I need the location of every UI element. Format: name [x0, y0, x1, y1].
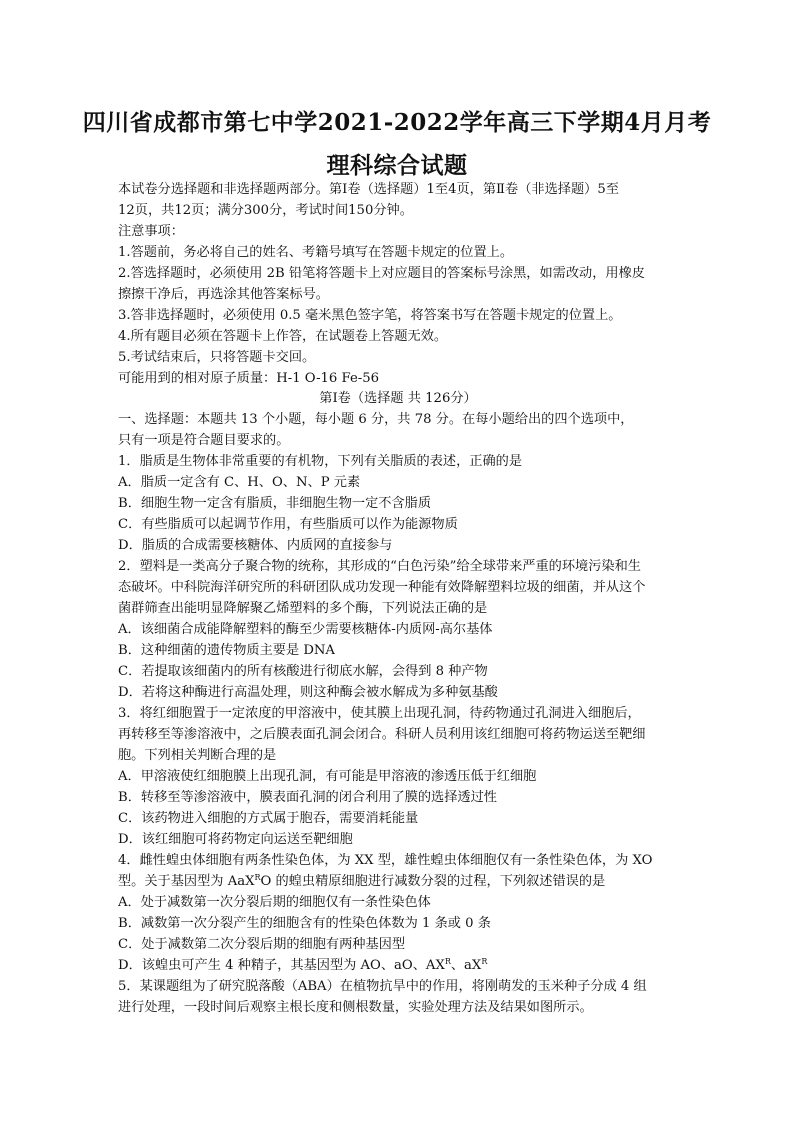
question-1-stem: 1．脂质是生物体非常重要的有机物，下列有关脂质的表述，正确的是 [118, 454, 523, 469]
question-3-option-d: D．该红细胞可将药物定向运送至靶细胞 [118, 832, 353, 847]
q4-text: D．该蝗虫可产生 4 种精子，其基因型为 AO、aO、AX [118, 958, 445, 973]
question-3-option-a: A．甲溶液使红细胞膜上出现孔洞，有可能是甲溶液的渗透压低于红细胞 [118, 769, 537, 784]
question-2-stem: 态破坏。中科院海洋研究所的科研团队成功发现一种能有效降解塑料垃圾的细菌，并从这个 [118, 580, 646, 595]
question-1-option-b: B．细胞生物一定含有脂质，非细胞生物一定不含脂质 [118, 496, 432, 511]
intro-line: 12页，共12页；满分300分，考试时间150分钟。 [118, 203, 413, 218]
question-1-option-d: D．脂质的合成需要核糖体、内质网的直接参与 [118, 538, 393, 553]
notice-item: 3.答非选择题时，必须使用 0.5 毫米黑色签字笔，将答案书写在答题卡规定的位置上。 [118, 308, 622, 323]
question-2-option-a: A．该细菌合成能降解塑料的酶至少需要核糖体-内质网-高尔基体 [118, 622, 493, 637]
notice-item: 5.考试结束后，只将答题卡交回。 [118, 350, 316, 365]
notice-item: 擦擦干净后，再选涂其他答案标号。 [118, 287, 329, 302]
exam-title: 四川省成都市第七中学2021-2022学年高三下学期4月月考 [82, 109, 712, 136]
q4-text: 、aX [450, 958, 482, 973]
question-3-stem: 再转移至等渗溶液中，之后膜表面孔洞会闭合。科研人员利用该红细胞可将药物运送至靶细 [118, 727, 646, 742]
section-instructions: 一、选择题：本题共 13 个小题，每小题 6 分，共 78 分。在每小题给出的四个选项中， [118, 412, 634, 427]
question-2-option-d: D．若将这种酶进行高温处理，则这种酶会被水解成为多种氨基酸 [118, 685, 498, 700]
notice-item: 1.答题前，务必将自己的姓名、考籍号填写在答题卡规定的位置上。 [118, 245, 514, 260]
question-3-option-b: B．转移至等渗溶液中，膜表面孔洞的闭合利用了膜的选择透过性 [118, 790, 497, 805]
question-3-stem: 3．将红细胞置于一定浓度的甲溶液中，使其膜上出现孔洞，待药物通过孔洞进入细胞后， [118, 706, 641, 721]
question-4-stem [118, 873, 678, 891]
exam-subtitle: 理科综合试题 [326, 152, 468, 179]
section-instructions: 只有一项是符合题目要求的。 [118, 433, 290, 448]
atomic-masses: 可能用到的相对原子质量：H-1 O-16 Fe-56 [118, 371, 379, 386]
question-4-option-a: A．处于减数第一次分裂后期的细胞仅有一条性染色体 [118, 895, 431, 910]
q4-text: O 的蝗虫精原细胞进行减数分裂的过程，下列叙述错误的是 [260, 874, 606, 889]
q4-text: 型。关于基因型为 AaX [118, 874, 255, 889]
question-2-option-c: C．若提取该细菌内的所有核酸进行彻底水解，会得到 8 种产物 [118, 664, 488, 679]
question-5-stem: 进行处理，一段时间后观察主根长度和侧根数量，实验处理方法及结果如图所示。 [118, 1000, 593, 1015]
question-1-option-c: C．有些脂质可以起调节作用，有些脂质可以作为能源物质 [118, 517, 458, 532]
question-2-stem: 菌群筛查出能明显降解聚乙烯塑料的多个酶，下列说法正确的是 [118, 601, 488, 616]
q4-superscript: R [254, 873, 261, 882]
question-5-stem: 5．某课题组为了研究脱落酸（ABA）在植物抗旱中的作用，将刚萌发的玉米种子分成 4 组 [118, 979, 647, 994]
question-4-option-c: C．处于减数第二次分裂后期的细胞有两种基因型 [118, 937, 406, 952]
notice-item: 2.答选择题时，必须使用 2B 铅笔将答题卡上对应题目的答案标号涂黑，如需改动，用橡皮 [118, 266, 645, 281]
question-2-stem: 2．塑料是一类高分子聚合物的统称，其形成的“白色污染”给全球带来严重的环境污染和生 [118, 559, 641, 574]
question-2-option-b: B．这种细菌的遗传物质主要是 DNA [118, 643, 335, 658]
question-4-stem: 4．雌性蝗虫体细胞有两条性染色体，为 XX 型，雄性蝗虫体细胞仅有一条性染色体，为 XO [118, 853, 653, 868]
q4-superscript: R [444, 957, 451, 966]
question-4-option-d [118, 957, 678, 975]
notice-heading: 注意事项： [118, 224, 184, 239]
notice-item: 4.所有题目必须在答题卡上作答，在试题卷上答题无效。 [118, 329, 448, 344]
question-3-stem: 胞。下列相关判断合理的是 [118, 748, 277, 763]
q4-superscript: R [481, 957, 488, 966]
section-header: 第Ⅰ卷（选择题 共 126分） [319, 391, 477, 406]
question-1-option-a: A．脂质一定含有 C、H、O、N、P 元素 [118, 475, 361, 490]
intro-line: 本试卷分选择题和非选择题两部分。第Ⅰ卷（选择题）1至4页，第Ⅱ卷（非选择题）5至 [118, 182, 619, 197]
question-4-option-b: B．减数第一次分裂产生的细胞含有的性染色体数为 1 条或 0 条 [118, 916, 491, 931]
question-3-option-c: C．该药物进入细胞的方式属于胞吞，需要消耗能量 [118, 811, 419, 826]
